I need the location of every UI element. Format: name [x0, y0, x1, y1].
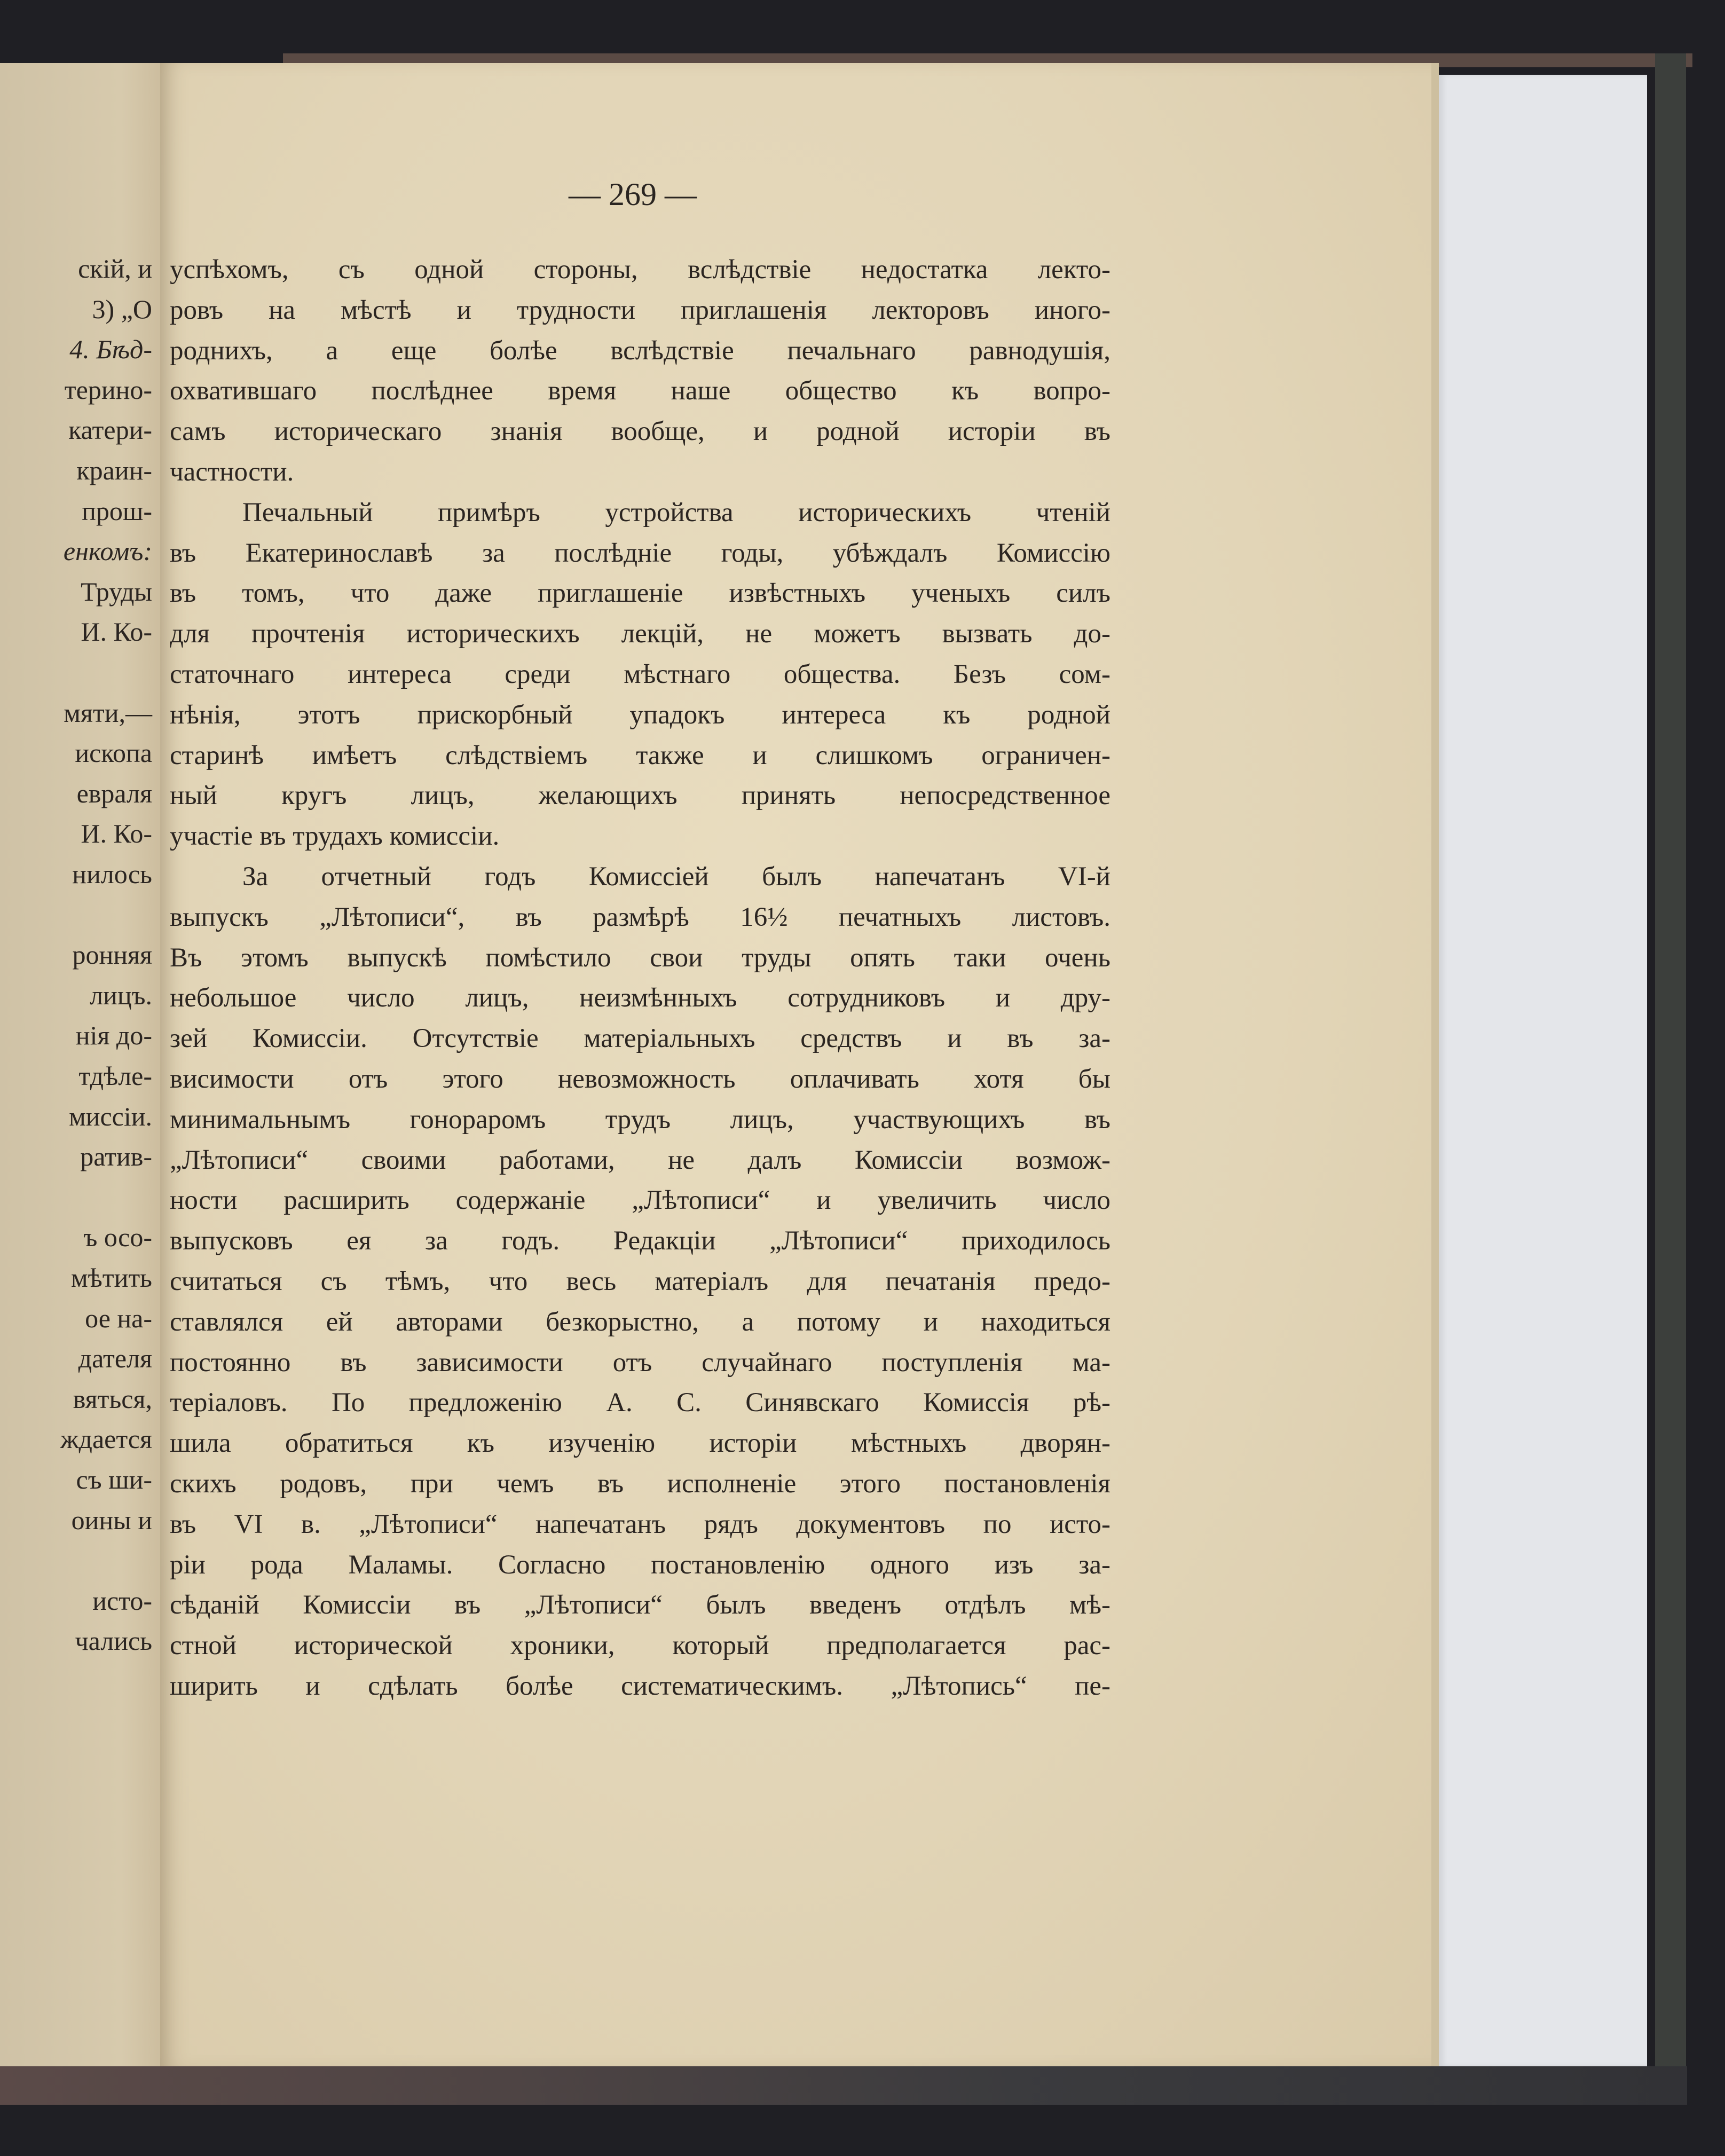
previous-page-line: ждается: [60, 1424, 152, 1454]
previous-page-line: нія до-: [75, 1020, 152, 1051]
previous-page-line: тдѣле-: [78, 1061, 152, 1091]
previous-page-line: лицъ.: [90, 980, 152, 1010]
previous-page-line: краин-: [76, 455, 152, 485]
text-line: Печальный примѣръ устройства историческихъ чтеній: [242, 497, 1110, 528]
previous-page-line: вяться,: [73, 1383, 152, 1414]
text-line: выпусковъ ея за годъ. Редакціи „Лѣтописи“ приходилось: [170, 1226, 1110, 1256]
previous-page-line: ископа: [75, 738, 152, 768]
previous-page-line: И. Ко-: [81, 617, 152, 647]
book-cover-bottom-edge: [0, 2066, 1687, 2105]
text-line: сѣданій Комиссіи въ „Лѣтописи“ былъ введенъ отдѣлъ мѣ-: [170, 1590, 1110, 1620]
text-line: старинѣ имѣетъ слѣдствіемъ также и слишкомъ ограничен-: [170, 740, 1110, 770]
text-line: ширить и сдѣлать болѣе систематическимъ. „Лѣтопись“ пе-: [170, 1671, 1110, 1701]
text-line: ріи рода Маламы. Согласно постановленію одного изъ за-: [170, 1549, 1110, 1580]
text-line: Въ этомъ выпускѣ помѣстило свои труды опять таки очень: [170, 942, 1110, 973]
text-line: ный кругъ лицъ, желающихъ принять непосредственное: [170, 781, 1110, 811]
text-line: ровъ на мѣстѣ и трудности приглашенія лекторовъ иного-: [170, 295, 1110, 325]
text-line: для прочтенія историческихъ лекцій, не можетъ вызвать до-: [170, 619, 1110, 649]
text-line: въ Екатеринославѣ за послѣдніе годы, убѣждалъ Комиссію: [170, 538, 1110, 568]
previous-page-line: енкомъ:: [63, 536, 152, 566]
text-line: небольшое число лицъ, неизмѣнныхъ сотрудниковъ и дру-: [170, 983, 1110, 1013]
previous-page-line: ое на-: [85, 1303, 152, 1333]
previous-page-line: 3) „О: [92, 294, 152, 324]
text-line: статочнаго интереса среди мѣстнаго общества. Безъ сом-: [170, 659, 1110, 689]
previous-page-line: мяти,—: [64, 697, 152, 728]
previous-page-line: миссіи.: [69, 1101, 152, 1131]
text-line: въ томъ, что даже приглашеніе извѣстныхъ ученыхъ силъ: [170, 578, 1110, 609]
text-line: выпускъ „Лѣтописи“, въ размѣрѣ 16½ печатныхъ листовъ.: [170, 902, 1110, 932]
body-text: [170, 250, 1110, 1707]
text-line: считаться съ тѣмъ, что весь матеріалъ для печатанія предо-: [170, 1266, 1110, 1296]
previous-page-line: съ ши-: [76, 1465, 152, 1494]
text-line: висимости отъ этого невозможность оплачивать хотя бы: [170, 1064, 1110, 1094]
previous-page-line: ратив-: [80, 1142, 152, 1172]
previous-page-line: И. Ко-: [81, 819, 152, 849]
previous-page-line: оины и: [71, 1505, 152, 1535]
previous-page-line: катери-: [68, 415, 152, 445]
text-line: въ VI в. „Лѣтописи“ напечатанъ рядъ документовъ по исто-: [170, 1509, 1110, 1539]
blank-leaf: [1439, 75, 1647, 2066]
text-line: постоянно въ зависимости отъ случайнаго поступленія ма-: [170, 1347, 1110, 1378]
previous-page-line: дателя: [78, 1343, 152, 1374]
previous-page-line: ронняя: [72, 940, 152, 970]
previous-page-line: ъ осо-: [83, 1222, 152, 1253]
text-line: шила обратиться къ изученію исторіи мѣстныхъ дворян-: [170, 1428, 1110, 1459]
previous-page: [0, 63, 174, 2068]
text-line: За отчетный годъ Комиссіей былъ напечатанъ VI-й: [242, 861, 1110, 892]
page-edge: [1431, 63, 1439, 2068]
text-line: успѣхомъ, съ одной стороны, вслѣдствіе недостатка лекто-: [170, 255, 1110, 285]
text-line: самъ историческаго знанія вообще, и родной исторіи въ: [170, 416, 1110, 447]
previous-page-line: скій, и: [78, 254, 152, 284]
text-line: теріаловъ. По предложенію А. С. Синявскаго Комиссія рѣ-: [170, 1388, 1110, 1418]
text-line: нѣнія, этотъ прискорбный упадокъ интереса къ родной: [170, 699, 1110, 730]
page-number: — 269 —: [569, 177, 697, 212]
text-line: „Лѣтописи“ своими работами, не далъ Комиссіи возмож-: [170, 1145, 1110, 1175]
text-line: частности.: [170, 457, 294, 487]
text-line: охватившаго послѣднее время наше общество къ вопро-: [170, 376, 1110, 406]
text-line: стной исторической хроники, который предполагается рас-: [170, 1631, 1110, 1661]
previous-page-line: прош-: [82, 495, 152, 526]
text-line: ности расширить содержаніе „Лѣтописи“ и увеличить число: [170, 1185, 1110, 1216]
previous-page-line: исто-: [92, 1585, 152, 1616]
text-line: участіе въ трудахъ комиссіи.: [170, 821, 500, 852]
previous-page-line: терино-: [64, 374, 152, 405]
book-cover-right-edge: [1655, 53, 1686, 2105]
text-line: зей Комиссіи. Отсутствіе матеріальныхъ средствъ и въ за-: [170, 1024, 1110, 1054]
previous-page-line: евраля: [76, 778, 152, 808]
text-line: роднихъ, а еще болѣе вслѣдствіе печальнаго равнодушія,: [170, 335, 1110, 366]
previous-page-line: мѣтить: [70, 1263, 152, 1293]
text-line: скихъ родовъ, при чемъ въ исполненіе этого постановленія: [170, 1468, 1110, 1499]
text-line: ставлялся ей авторами безкорыстно, а потому и находиться: [170, 1307, 1110, 1337]
previous-page-line: чались: [75, 1626, 152, 1656]
previous-page-line: нилось: [72, 859, 152, 889]
previous-page-line: 4. Бѣд-: [69, 334, 152, 365]
previous-page-line: Труды: [81, 576, 152, 607]
text-line: минимальнымъ гонораромъ трудъ лицъ, участвующихъ въ: [170, 1104, 1110, 1135]
